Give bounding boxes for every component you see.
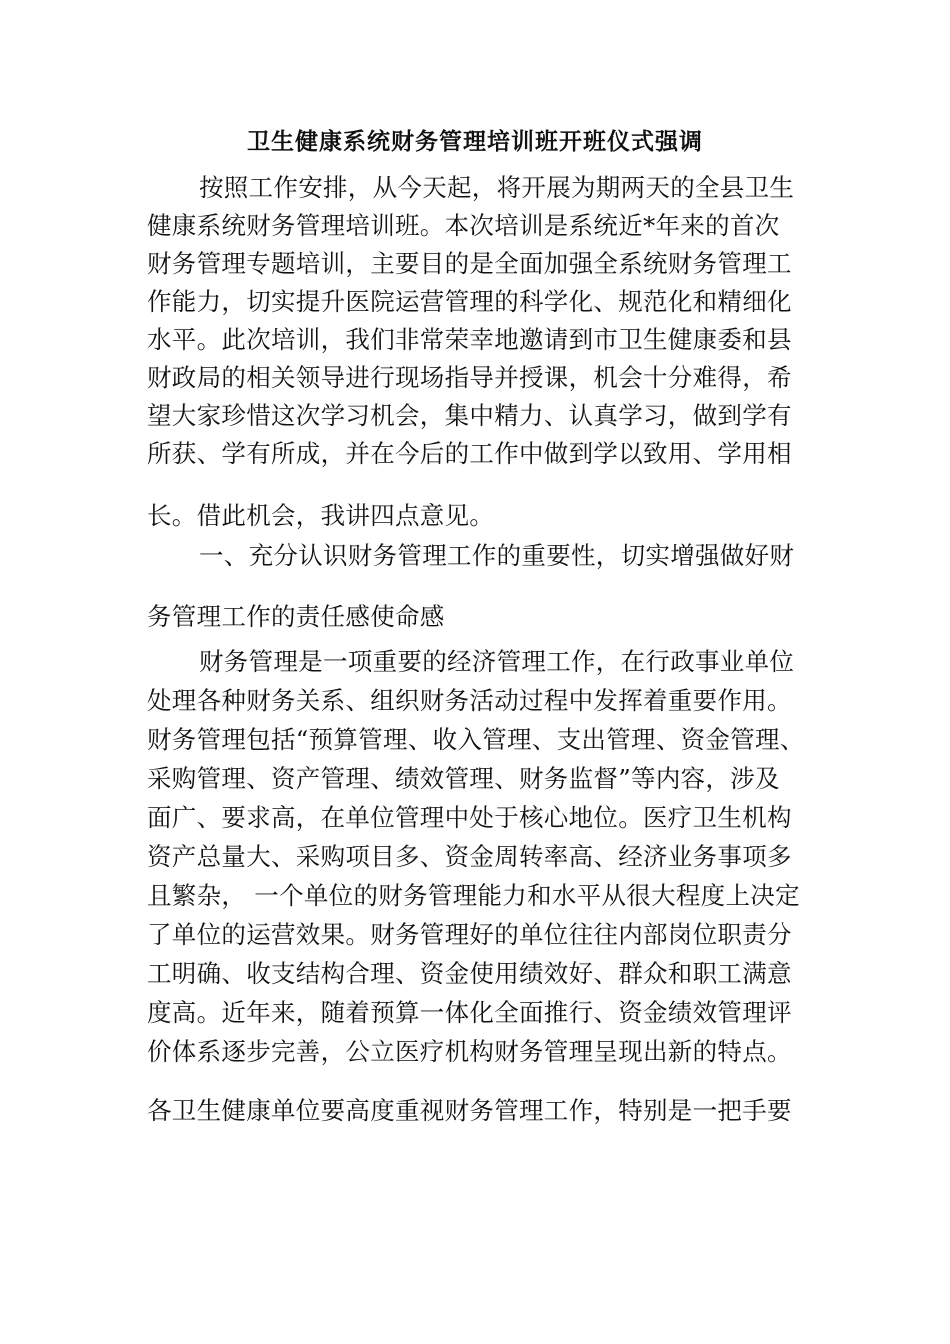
- body-line: 资产总量大、采购项目多、资金周转率高、经济业务事项多: [147, 842, 792, 871]
- body-line: 工明确、收支结构合理、资金使用绩效好、群众和职工满意: [147, 959, 792, 988]
- body-line: 各卫生健康单位要高度重视财务管理工作，特别是一把手要: [147, 1096, 792, 1125]
- body-line: 按照工作安排，从今天起，将开展为期两天的全县卫生: [199, 173, 795, 202]
- body-line: 长。借此机会，我讲四点意见。: [147, 501, 495, 530]
- body-line: 望大家珍惜这次学习机会，集中精力、认真学习，做到学有: [147, 401, 792, 430]
- document-title: 卫生健康系统财务管理培训班开班仪式强调: [247, 128, 703, 155]
- body-line: 财务管理包括“预算管理、收入管理、支出管理、资金管理、: [147, 725, 805, 754]
- body-line: 财务管理专题培训，主要目的是全面加强全系统财务管理工: [147, 249, 792, 278]
- body-line: 采购管理、资产管理、绩效管理、财务监督”等内容，涉及: [147, 764, 780, 793]
- body-line: 健康系统财务管理培训班。本次培训是系统近*年来的首次: [147, 211, 780, 240]
- body-line: 了单位的运营效果。财务管理好的单位往往内部岗位职责分: [147, 920, 792, 949]
- body-line: 且繁杂， 一个单位的财务管理能力和水平从很大程度上决定: [147, 881, 800, 910]
- body-line: 财政局的相关领导进行现场指导并授课，机会十分难得，希: [147, 363, 792, 392]
- body-line: 所获、学有所成，并在今后的工作中做到学以致用、学用相: [147, 439, 792, 468]
- body-line: 水平。此次培训，我们非常荣幸地邀请到市卫生健康委和县: [147, 325, 792, 354]
- body-line: 度高。近年来，随着预算一体化全面推行、资金绩效管理评: [147, 998, 792, 1027]
- body-line: 财务管理是一项重要的经济管理工作，在行政事业单位: [199, 647, 795, 676]
- section-heading-line: 务管理工作的责任感使命感: [147, 602, 445, 631]
- body-line: 作能力，切实提升医院运营管理的科学化、规范化和精细化: [147, 287, 792, 316]
- body-line: 面广、要求高，在单位管理中处于核心地位。医疗卫生机构: [147, 803, 792, 832]
- body-line: 处理各种财务关系、组织财务活动过程中发挥着重要作用。: [147, 686, 792, 715]
- body-line: 价体系逐步完善，公立医疗机构财务管理呈现出新的特点。: [147, 1037, 792, 1066]
- section-heading-line: 一、充分认识财务管理工作的重要性，切实增强做好财: [199, 541, 795, 570]
